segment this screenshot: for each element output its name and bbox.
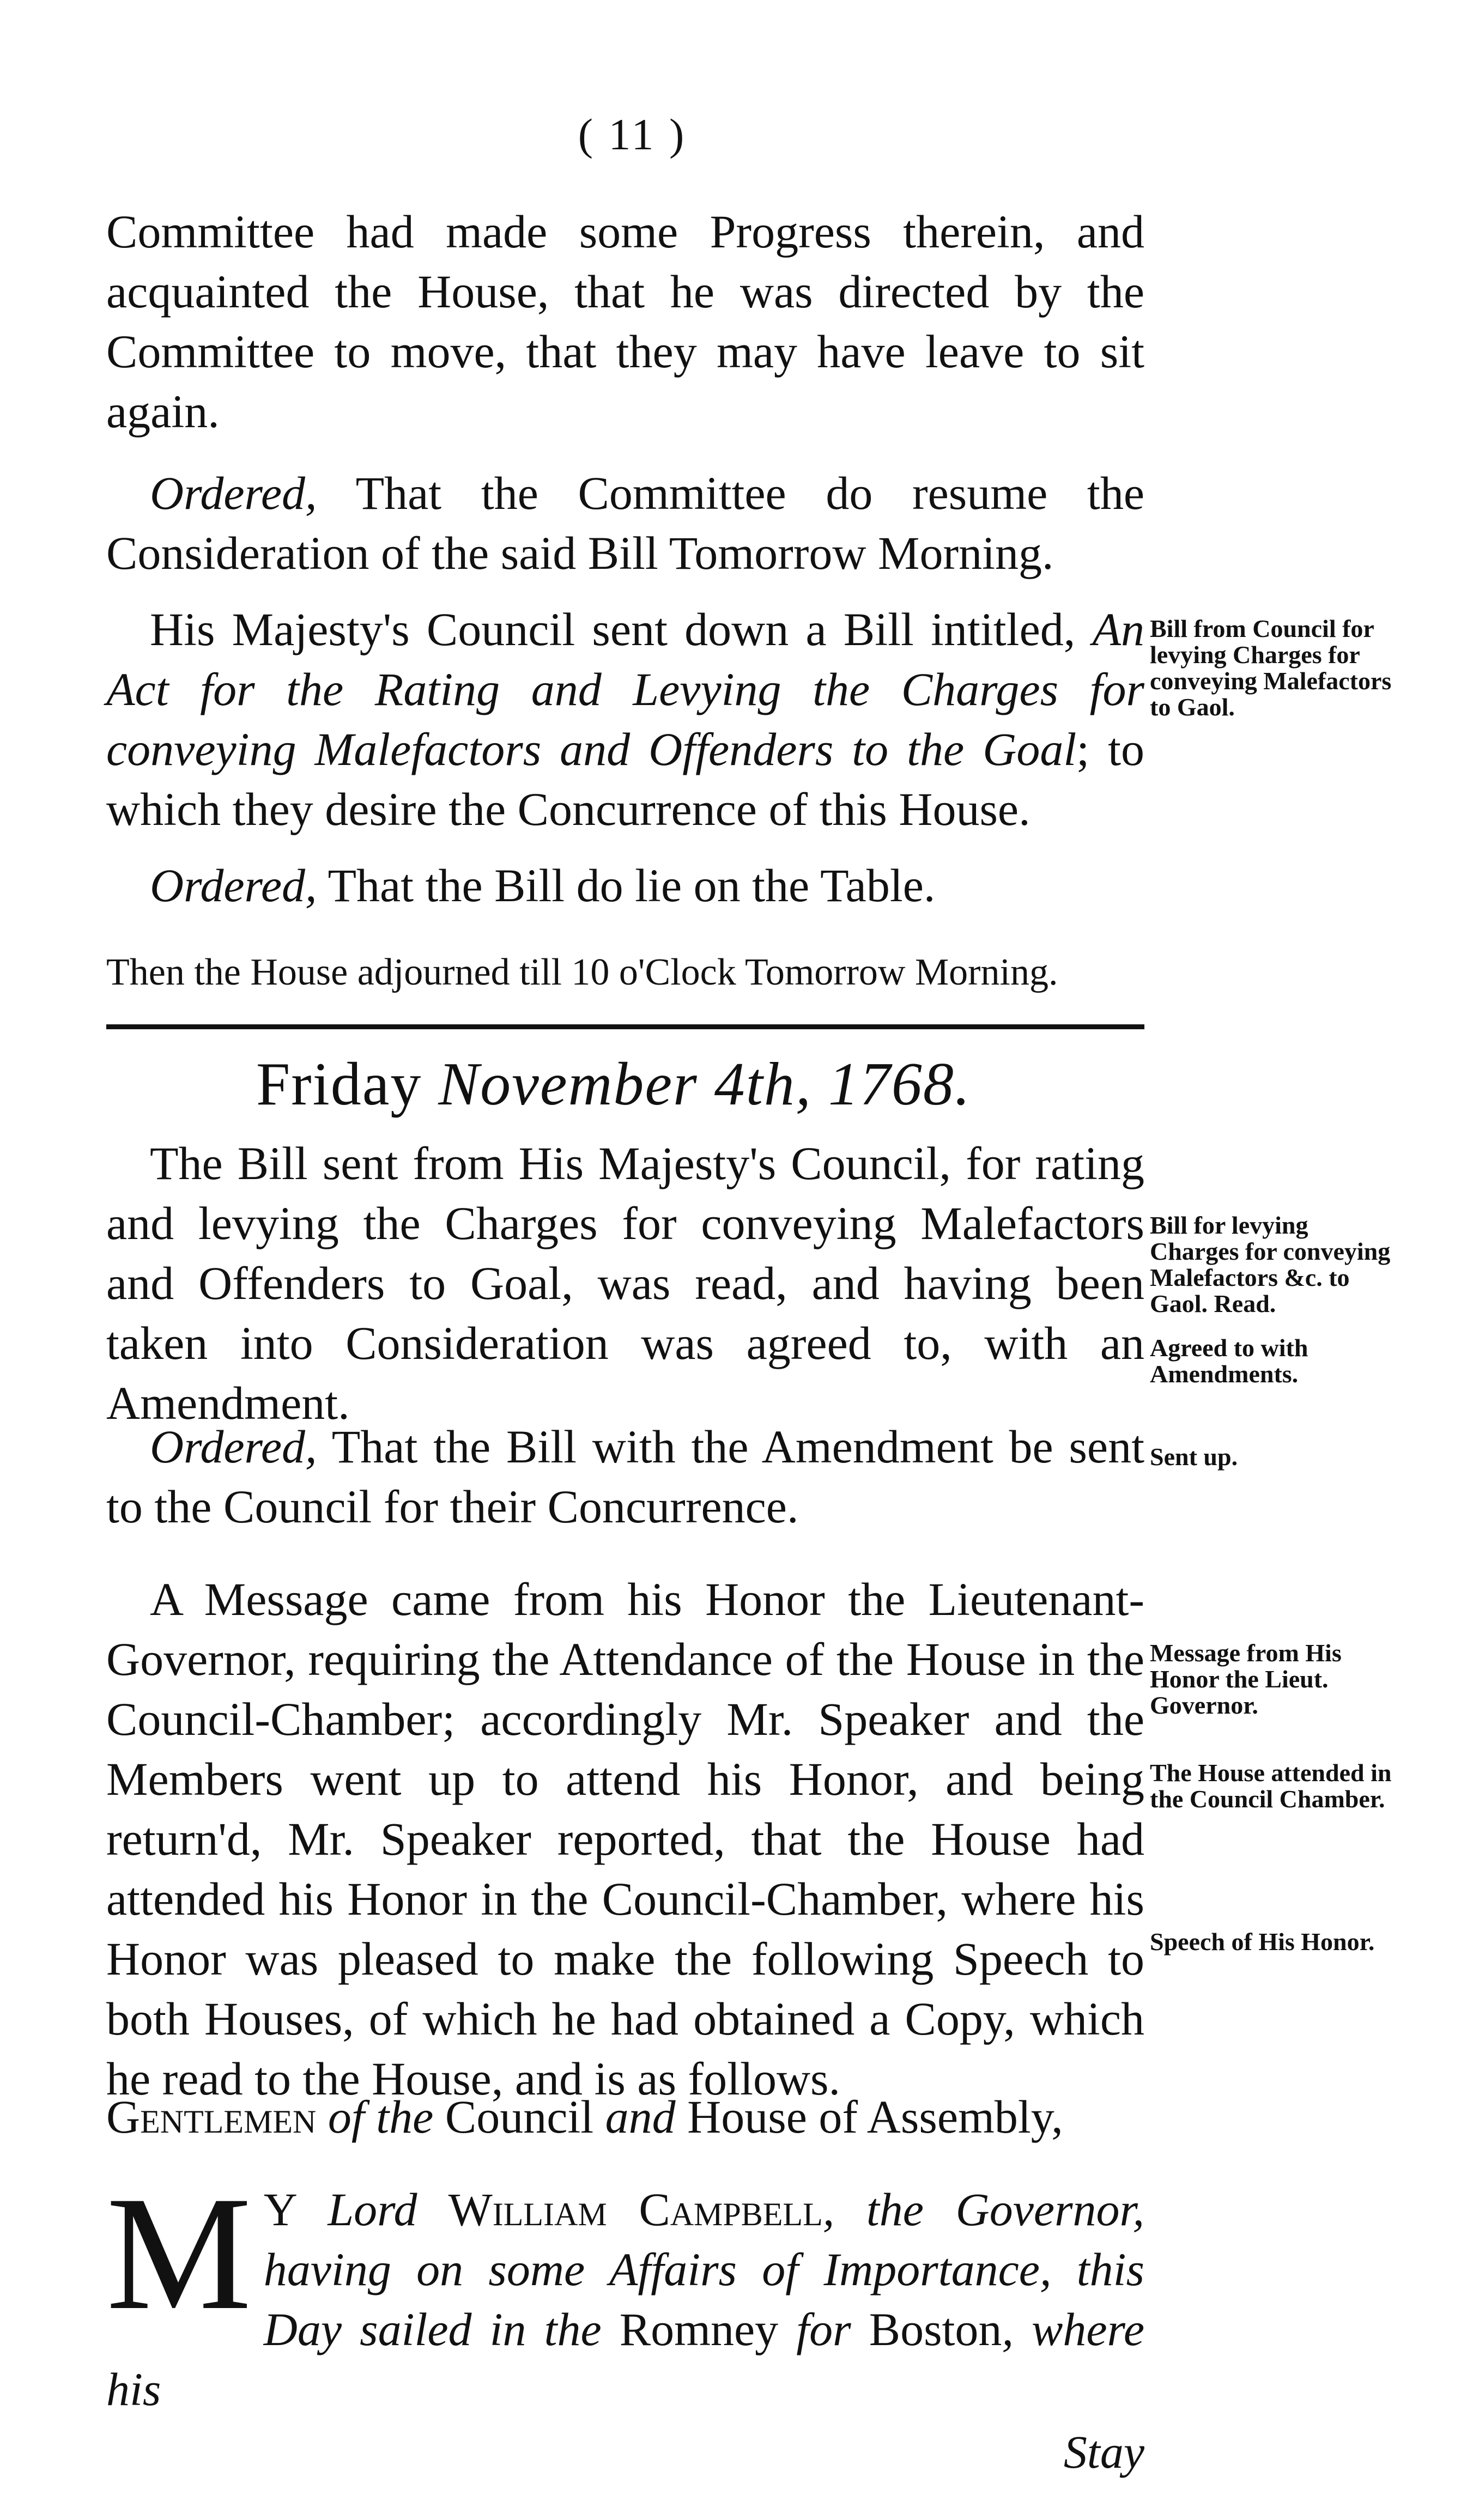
speech-text: , where his bbox=[106, 2303, 1144, 2415]
salutation-text: and bbox=[593, 2091, 688, 2143]
salutation-gentlemen: Gentlemen bbox=[106, 2091, 317, 2143]
speech-text: Y bbox=[263, 2183, 328, 2236]
salutation-text: of the bbox=[316, 2091, 445, 2143]
paragraph-text: That the Bill do lie on the Table. bbox=[317, 859, 936, 912]
salutation-text: House of Assembly, bbox=[687, 2091, 1063, 2143]
speech-opening bbox=[106, 2163, 1144, 2419]
page-number: ( 11 ) bbox=[578, 110, 687, 159]
paragraph-bill-read bbox=[106, 1133, 1144, 1433]
paragraph-text: His Majesty's Council sent down a Bill intitled, bbox=[150, 603, 1093, 655]
speech-salutation bbox=[106, 2087, 1144, 2147]
margin-note-bill-read: Bill for levying Charges for conveying Malefactors &c. to Gaol. Read. bbox=[1150, 1211, 1391, 1317]
section-rule bbox=[106, 1024, 1144, 1029]
paragraph-text: Committee had made some Progress therein, and acquainted the House, that he was directed by the Committee to move, that they may have leave to sit again. bbox=[106, 205, 1144, 438]
margin-note-house-attended: The House attended in the Council Chamber. bbox=[1150, 1759, 1392, 1813]
drop-cap: M bbox=[106, 2163, 252, 2343]
margin-note-bill-from-council: Bill from Council for levying Charges for conveying Malefactors to Gaol. bbox=[1150, 615, 1392, 721]
paragraph-committee-progress bbox=[106, 202, 1144, 441]
paragraph-ordered-sent bbox=[106, 1417, 1144, 1537]
paragraph-bill-from-council bbox=[106, 599, 1144, 839]
speech-text: for bbox=[778, 2303, 869, 2355]
paragraph-text: ; to which they desire the Concurrence of this House. bbox=[106, 723, 1144, 835]
ordered-label: Ordered, bbox=[150, 859, 317, 912]
adjournment-line: Then the House adjourned till 10 o'Clock Tomorrow Morning. bbox=[106, 951, 1058, 993]
speech-place: Boston bbox=[869, 2303, 1002, 2355]
paragraph-text: That the Committee do resume the Consideration of the said Bill Tomorrow Morning. bbox=[106, 467, 1144, 579]
ordered-label: Ordered, bbox=[150, 467, 317, 519]
date-heading bbox=[256, 1049, 1128, 1120]
margin-note-message: Message from His Honor the Lieut. Governor. bbox=[1150, 1639, 1342, 1719]
date-text: November 4th, 1768. bbox=[438, 1050, 971, 1118]
margin-note-sent-up: Sent up. bbox=[1150, 1443, 1238, 1471]
paragraph-text: That the Bill with the Amendment be sent to the Council for their Concurrence. bbox=[106, 1420, 1144, 1533]
margin-note-agreed: Agreed to with Amendments. bbox=[1150, 1334, 1308, 1388]
margin-note-speech: Speech of His Honor. bbox=[1150, 1928, 1375, 1956]
speech-text: Lord bbox=[328, 2183, 417, 2236]
speech-ship: Romney bbox=[619, 2303, 779, 2355]
paragraph-ordered-lie bbox=[106, 855, 1144, 915]
bill-title: An Act for the Rating and Levying the Charges for conveying Malefactors and Offenders to the Goal bbox=[106, 603, 1144, 775]
paragraph-text: A Message came from his Honor the Lieutenant-Governor, requiring the Attendance of the House in the Council-Chamber; accordingly Mr. Speaker and the Members went up to attend his Honor, and being return'd, Mr. Speaker reported, that the House had attended his Honor in the Council-Chamber, where his Honor was pleased to make the following Speech to both Houses, of which he had obtained a Copy, which he read to the House, and is as follows. bbox=[106, 1573, 1144, 2105]
date-day: Friday bbox=[256, 1050, 439, 1118]
speech-text: , the Governor, having on some Affairs of Importance, this Day sailed in the bbox=[263, 2183, 1144, 2355]
paragraph-message bbox=[106, 1569, 1144, 2109]
catchword: Stay bbox=[1063, 2426, 1144, 2478]
speech-name: William Campbell bbox=[417, 2183, 823, 2236]
salutation-text: Council bbox=[445, 2091, 594, 2143]
paragraph-ordered-resume bbox=[106, 463, 1144, 583]
paragraph-text: The Bill sent from His Majesty's Council, for rating and levying the Charges for conveying Malefactors and Offenders to Goal, was read, and having been taken into Consideration was agreed to, with an Amendment. bbox=[106, 1137, 1144, 1429]
ordered-label: Ordered, bbox=[150, 1420, 317, 1473]
